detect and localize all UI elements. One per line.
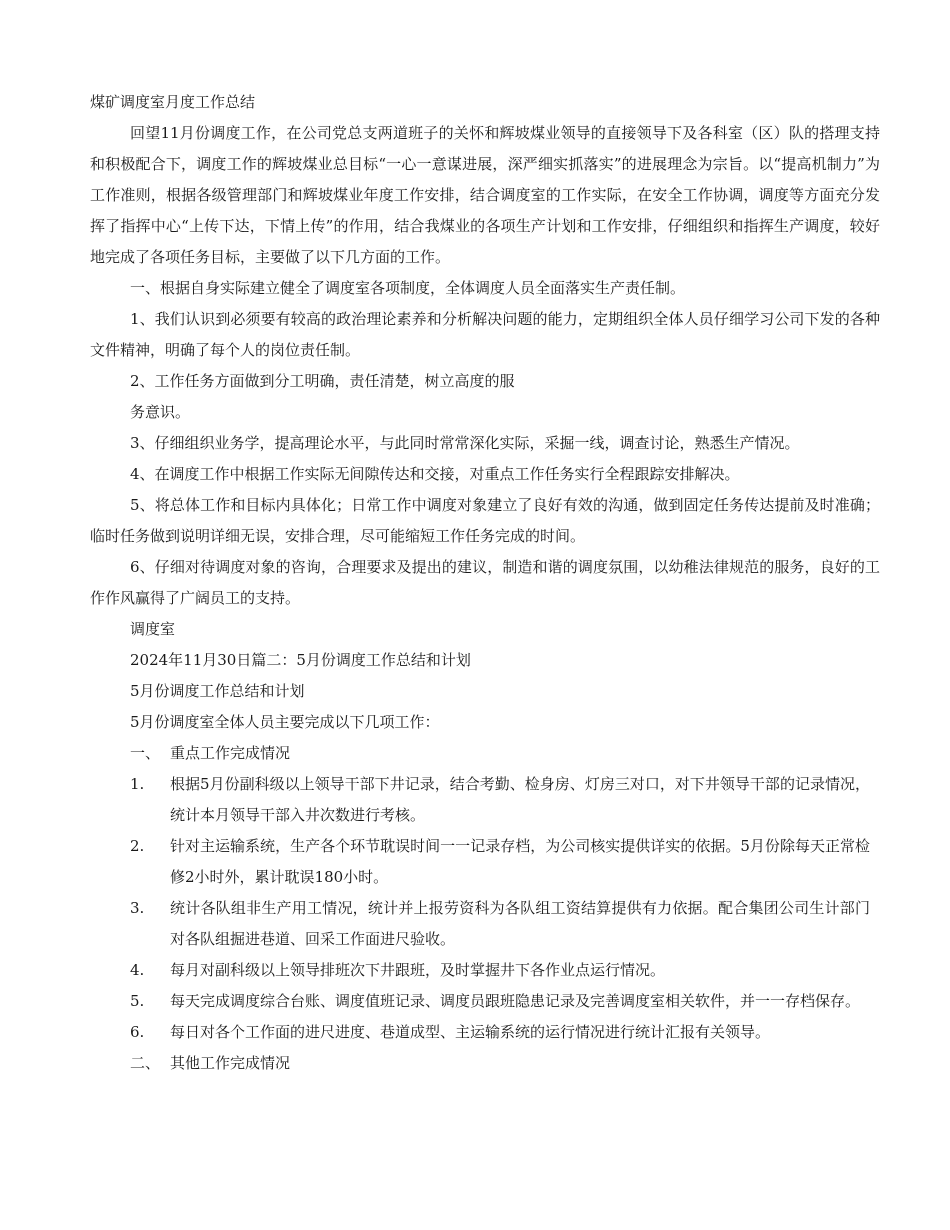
intro-paragraph: 回望11月份调度工作，在公司党总支两道班子的关怀和辉坡煤业领导的直接领导下及各科室（区）队的搭理支持和积极配合下，调度工作的辉坡煤业总目标“一心一意谋进展，深严细实抓落实”的进展理念为宗旨。以“提高机制力”为工作准则，根据各级管理部门和辉坡煤业年度工作安排，结合调度室的工作实际，在安全工作协调，调度等方面充分发挥了指挥中心“上传下达，下情上传”的作用，结合我煤业的各项生产计划和工作安排，仔细组织和指挥生产调度，较好地完成了各项任务目标，主要做了以下几方面的工作。 [90,124,880,266]
section-b-title: 其他工作完成情况 [170,1054,291,1072]
document-page [90,87,880,1079]
list-item-text: 每天完成调度综合台账、调度值班记录、调度员跟班隐患记录及完善调度室相关软件，并一一存档保存。 [170,992,861,1010]
list-item-number: 1. [130,775,145,793]
item-4-paragraph: 4、在调度工作中根据工作实际无间隙传达和交接，对重点工作任务实行全程跟踪安排解决。 [130,465,740,483]
list-item [90,955,880,986]
may-intro: 5月份调度室全体人员主要完成以下几项工作： [130,713,440,731]
list-item [90,986,880,1017]
subtitle: 5月份调度工作总结和计划 [130,682,305,700]
date-line: 2024年11月30日篇二：5月份调度工作总结和计划 [130,651,471,669]
list-item [90,769,880,831]
list-item-text: 每日对各个工作面的进尺进度、巷道成型、主运输系统的运行情况进行统计汇报有关领导。 [170,1023,771,1041]
section-a-heading [90,738,880,769]
list-item [90,1017,880,1048]
section-a-number: 一、 [130,744,161,762]
document-title: 煤矿调度室月度工作总结 [90,93,256,111]
item-6-paragraph: 6、仔细对待调度对象的咨询，合理要求及提出的建议，制造和谐的调度氛围，以幼稚法律规范的服务，良好的工作作风赢得了广阔员工的支持。 [90,558,880,607]
list-item-number: 4. [130,961,145,979]
item-3-paragraph: 3、仔细组织业务学，提高理论水平，与此同时常常深化实际，采掘一线，调查讨论，熟悉生产情况。 [130,434,800,452]
list-item-number: 6. [130,1023,145,1041]
item-5-paragraph: 5、将总体工作和目标内具体化；日常工作中调度对象建立了良好有效的沟通，做到固定任务传达提前及时准确；临时任务做到说明详细无误，安排合理，尽可能缩短工作任务完成的时间。 [90,496,880,545]
list-item-text: 统计各队组非生产用工情况，统计并上报劳资科为各队组工资结算提供有力依据。配合集团公司生计部门对各队组掘进巷道、回采工作面进尺验收。 [170,899,870,948]
section-b-heading [90,1048,880,1079]
numbered-list [90,769,880,1048]
section-b-number: 二、 [130,1054,161,1072]
list-item-number: 2. [130,837,145,855]
item-1-paragraph: 1、我们认识到必须要有较高的政治理论素养和分析解决问题的能力，定期组织全体人员仔细学习公司下发的各种文件精神，明确了每个人的岗位责任制。 [90,310,880,359]
item-2-line-b: 务意识。 [130,403,191,421]
list-item-text: 针对主运输系统，生产各个环节耽误时间一一记录存档，为公司核实提供详实的依据。5月份除每天正常检修2小时外，累计耽误180小时。 [170,837,870,886]
item-2-line-a: 2、工作任务方面做到分工明确，责任清楚，树立高度的服 [130,372,515,390]
list-item-number: 5. [130,992,145,1010]
list-item-number: 3. [130,899,145,917]
section-1-heading: 一、根据自身实际建立健全了调度室各项制度，全体调度人员全面落实生产责任制。 [130,279,686,297]
list-item [90,831,880,893]
signature: 调度室 [130,620,176,638]
list-item-text: 每月对副科级以上领导排班次下井跟班，及时掌握井下各作业点运行情况。 [170,961,666,979]
section-a-title: 重点工作完成情况 [170,744,291,762]
list-item [90,893,880,955]
list-item-text: 根据5月份副科级以上领导干部下井记录，结合考勤、检身房、灯房三对口，对下井领导干部的记录情况，统计本月领导干部入井次数进行考核。 [170,775,870,824]
